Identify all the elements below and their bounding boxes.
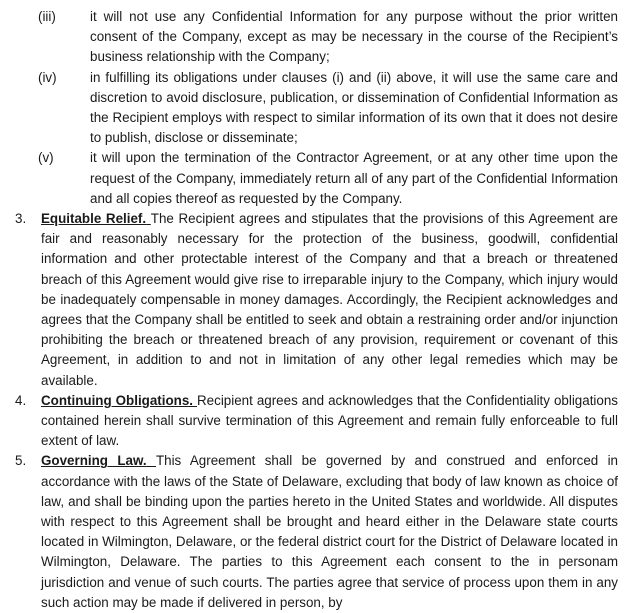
clause-paragraph bbox=[41, 391, 618, 452]
clause-number: 4. bbox=[15, 392, 27, 408]
clause-equitable-relief bbox=[0, 209, 618, 391]
clause-text: Recipient agrees and acknowledges that the Confidentiality obligations contained herein shall survive termination of this Agreement and remain fully enforceable to full extent of law. bbox=[41, 392, 618, 449]
list-item-paragraph: in fulfilling its obligations under clauses (i) and (ii) above, it will use the same care and discretion to avoid disclosure, publication, or dissemination of Confidential Information as the Recipient employs with respect to similar information of its own that it does not desire to publish, disclose or disseminate; bbox=[90, 69, 618, 146]
clause-heading: Equitable Relief. bbox=[41, 211, 147, 227]
list-item-v bbox=[0, 148, 618, 209]
clause-paragraph bbox=[41, 209, 618, 391]
list-item-iii bbox=[0, 7, 618, 68]
clause-text: This Agreement shall be governed by and construed and enforced in accordance with the laws of the State of Delaware, excluding that body of law known as choice of law, and shall be binding upon the parties hereto in the United States and worldwide. All disputes with respect to this Agreement shall be brought and heard either in the Delaware state courts located in Wilmington, Delaware, or the federal district court for the District of Delaware located in Wilmington, Delaware. The parties to this Agreement each consent to the in personam jurisdiction and venue of such courts. The parties agree that service of process upon them in any such action may be made if delivered in person, by bbox=[41, 453, 618, 610]
list-item-label: (iv) bbox=[38, 69, 57, 85]
clause-continuing-obligations bbox=[0, 391, 618, 452]
list-item-paragraph: it will not use any Confidential Information for any purpose without the prior written consent of the Company, except as may be necessary in the course of the Recipient’s business relationship with the Company; bbox=[90, 9, 618, 65]
list-item-label: (v) bbox=[38, 150, 54, 166]
list-item-paragraph: it will upon the termination of the Contractor Agreement, or at any other time upon the request of the Company, immediately return all of any part of the Confidential Information and all copies thereof as requested by the Company. bbox=[90, 150, 618, 206]
clause-number: 3. bbox=[15, 211, 27, 227]
list-item-iv bbox=[0, 68, 618, 149]
clause-paragraph bbox=[41, 451, 618, 613]
clause-text: The Recipient agrees and stipulates that the provisions of this Agreement are fair and reasonably necessary for the protection of the business, goodwill, confidential information and other protectable interest of the Company and that a breach or threatened breach of this Agreement would give rise to irreparable injury to the Company, which injury would be inadequately compensable in money damages. Accordingly, the Recipient acknowledges and agrees that the Company shall be entitled to seek and obtain a restraining order and/or injunction prohibiting the breach or threatened breach of any provision, requirement or covenant of this Agreement, in addition to and not in limitation of any other legal remedies which may be available. bbox=[41, 211, 618, 388]
list-item-label: (iii) bbox=[38, 9, 56, 24]
clause-heading: Governing Law. bbox=[41, 453, 147, 469]
clause-governing-law bbox=[0, 451, 618, 613]
clause-number: 5. bbox=[15, 453, 27, 469]
clause-heading: Continuing Obligations. bbox=[41, 392, 194, 408]
